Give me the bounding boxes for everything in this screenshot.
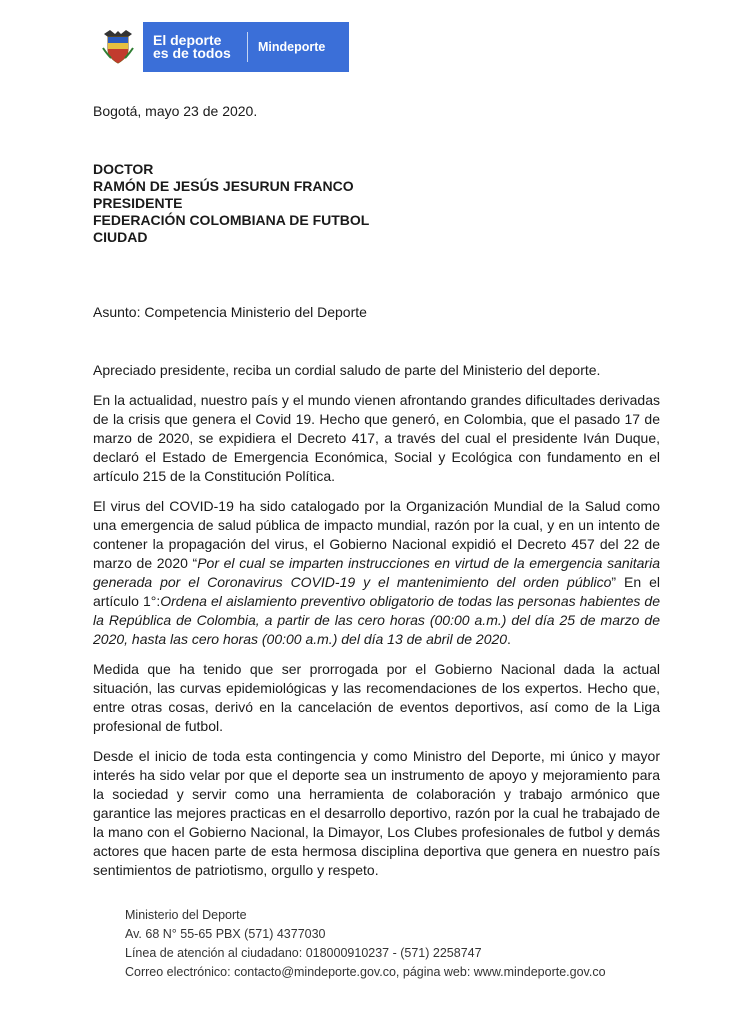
letterhead-banner bbox=[93, 22, 349, 72]
paragraph-text: ” En el artículo 1°: bbox=[93, 574, 660, 609]
footer-line: Ministerio del Deporte bbox=[125, 908, 247, 922]
greeting-paragraph: Apreciado presidente, reciba un cordial saludo de parte del Ministerio del deporte. bbox=[93, 362, 601, 378]
paragraph: Desde el inicio de toda esta contingencia y como Ministro del Deporte, mi único y mayor interés ha sido velar por que el deporte sea un instrumento de apoyo y mejoramiento para la sociedad y servir como una herramienta de colaboración y trabajo armónico que garantice las mejores practicas en el desarrollo deportivo, razón por la cual he trabajado de la mano con el Gobierno Nacional, la Dimayor, Los Clubes profesionales de futbol y demás actores que hacen parte de esta hermosa disciplina deportiva que genera en nuestro país sentimientos de patriotismo, orgullo y respeto. bbox=[93, 748, 660, 878]
slogan-line-1: El deporte bbox=[153, 32, 222, 48]
article-quote: Ordena el aislamiento preventivo obligatorio de todas las personas habientes de la República de Colombia, a partir de las cero horas (00:00 a.m.) del día 25 de marzo de 2020, hasta las cero horas (00:00 a.m.) del día 13 de abril de 2020 bbox=[93, 593, 661, 647]
decree-title-quote: Por el cual se imparten instrucciones en virtud de la emergencia sanitaria generada por el Coronavirus COVID-19 y el mantenimiento del orden público bbox=[93, 555, 660, 590]
footer-line: Línea de atención al ciudadano: 018000910237 - (571) 2258747 bbox=[125, 946, 482, 960]
footer-line: Correo electrónico: contacto@mindeporte.gov.co, página web: www.mindeporte.gov.co bbox=[125, 965, 606, 979]
coat-of-arms-icon bbox=[93, 22, 143, 72]
addressee-line: CIUDAD bbox=[93, 229, 148, 245]
letter-body bbox=[93, 361, 660, 891]
addressee-line: RAMÓN DE JESÚS JESURUN FRANCO bbox=[93, 178, 354, 194]
addressee-block bbox=[93, 161, 369, 246]
paragraph: Medida que ha tenido que ser prorrogada por el Gobierno Nacional dada la actual situación, las curvas epidemiológicas y las recomendaciones de los expertos. Hecho que, entre otras cosas, derivó en la cancelación de eventos deportivos, así como de la Liga profesional de futbol. bbox=[93, 661, 660, 734]
slogan bbox=[153, 34, 241, 60]
letter-date: Bogotá, mayo 23 de 2020. bbox=[93, 103, 258, 119]
paragraph-text: El virus del COVID-19 ha sido catalogado por la Organización Mundial de la Salud como una emergencia de salud pública de impacto mundial, razón por la cual, y en un intento de contener la propagación del virus, el Gobierno Nacional expidió el Decreto 457 del 22 de marzo de 2020 “ bbox=[93, 498, 660, 571]
letter-footer bbox=[125, 906, 606, 982]
addressee-line: DOCTOR bbox=[93, 161, 154, 177]
paragraph-text: . bbox=[507, 631, 511, 647]
letterhead-divider bbox=[247, 32, 248, 62]
subject-line: Asunto: Competencia Ministerio del Deporte bbox=[93, 304, 367, 320]
footer-line: Av. 68 N° 55-65 PBX (571) 4377030 bbox=[125, 927, 326, 941]
addressee-line: FEDERACIÓN COLOMBIANA DE FUTBOL bbox=[93, 212, 370, 228]
paragraph bbox=[93, 497, 660, 649]
addressee-line: PRESIDENTE bbox=[93, 195, 183, 211]
paragraph: En la actualidad, nuestro país y el mundo vienen afrontando grandes dificultades derivadas de la crisis que genera el Covid 19. Hecho que generó, en Colombia, que el pasado 17 de marzo de 2020, se expidiera el Decreto 417, a través del cual el presidente Iván Duque, declaró el Estado de Emergencia Económica, Social y Ecológica con fundamento en el artículo 215 de la Constitución Política. bbox=[93, 392, 660, 484]
ministry-name: Mindeporte bbox=[258, 40, 326, 54]
slogan-line-2: es de todos bbox=[153, 45, 231, 61]
